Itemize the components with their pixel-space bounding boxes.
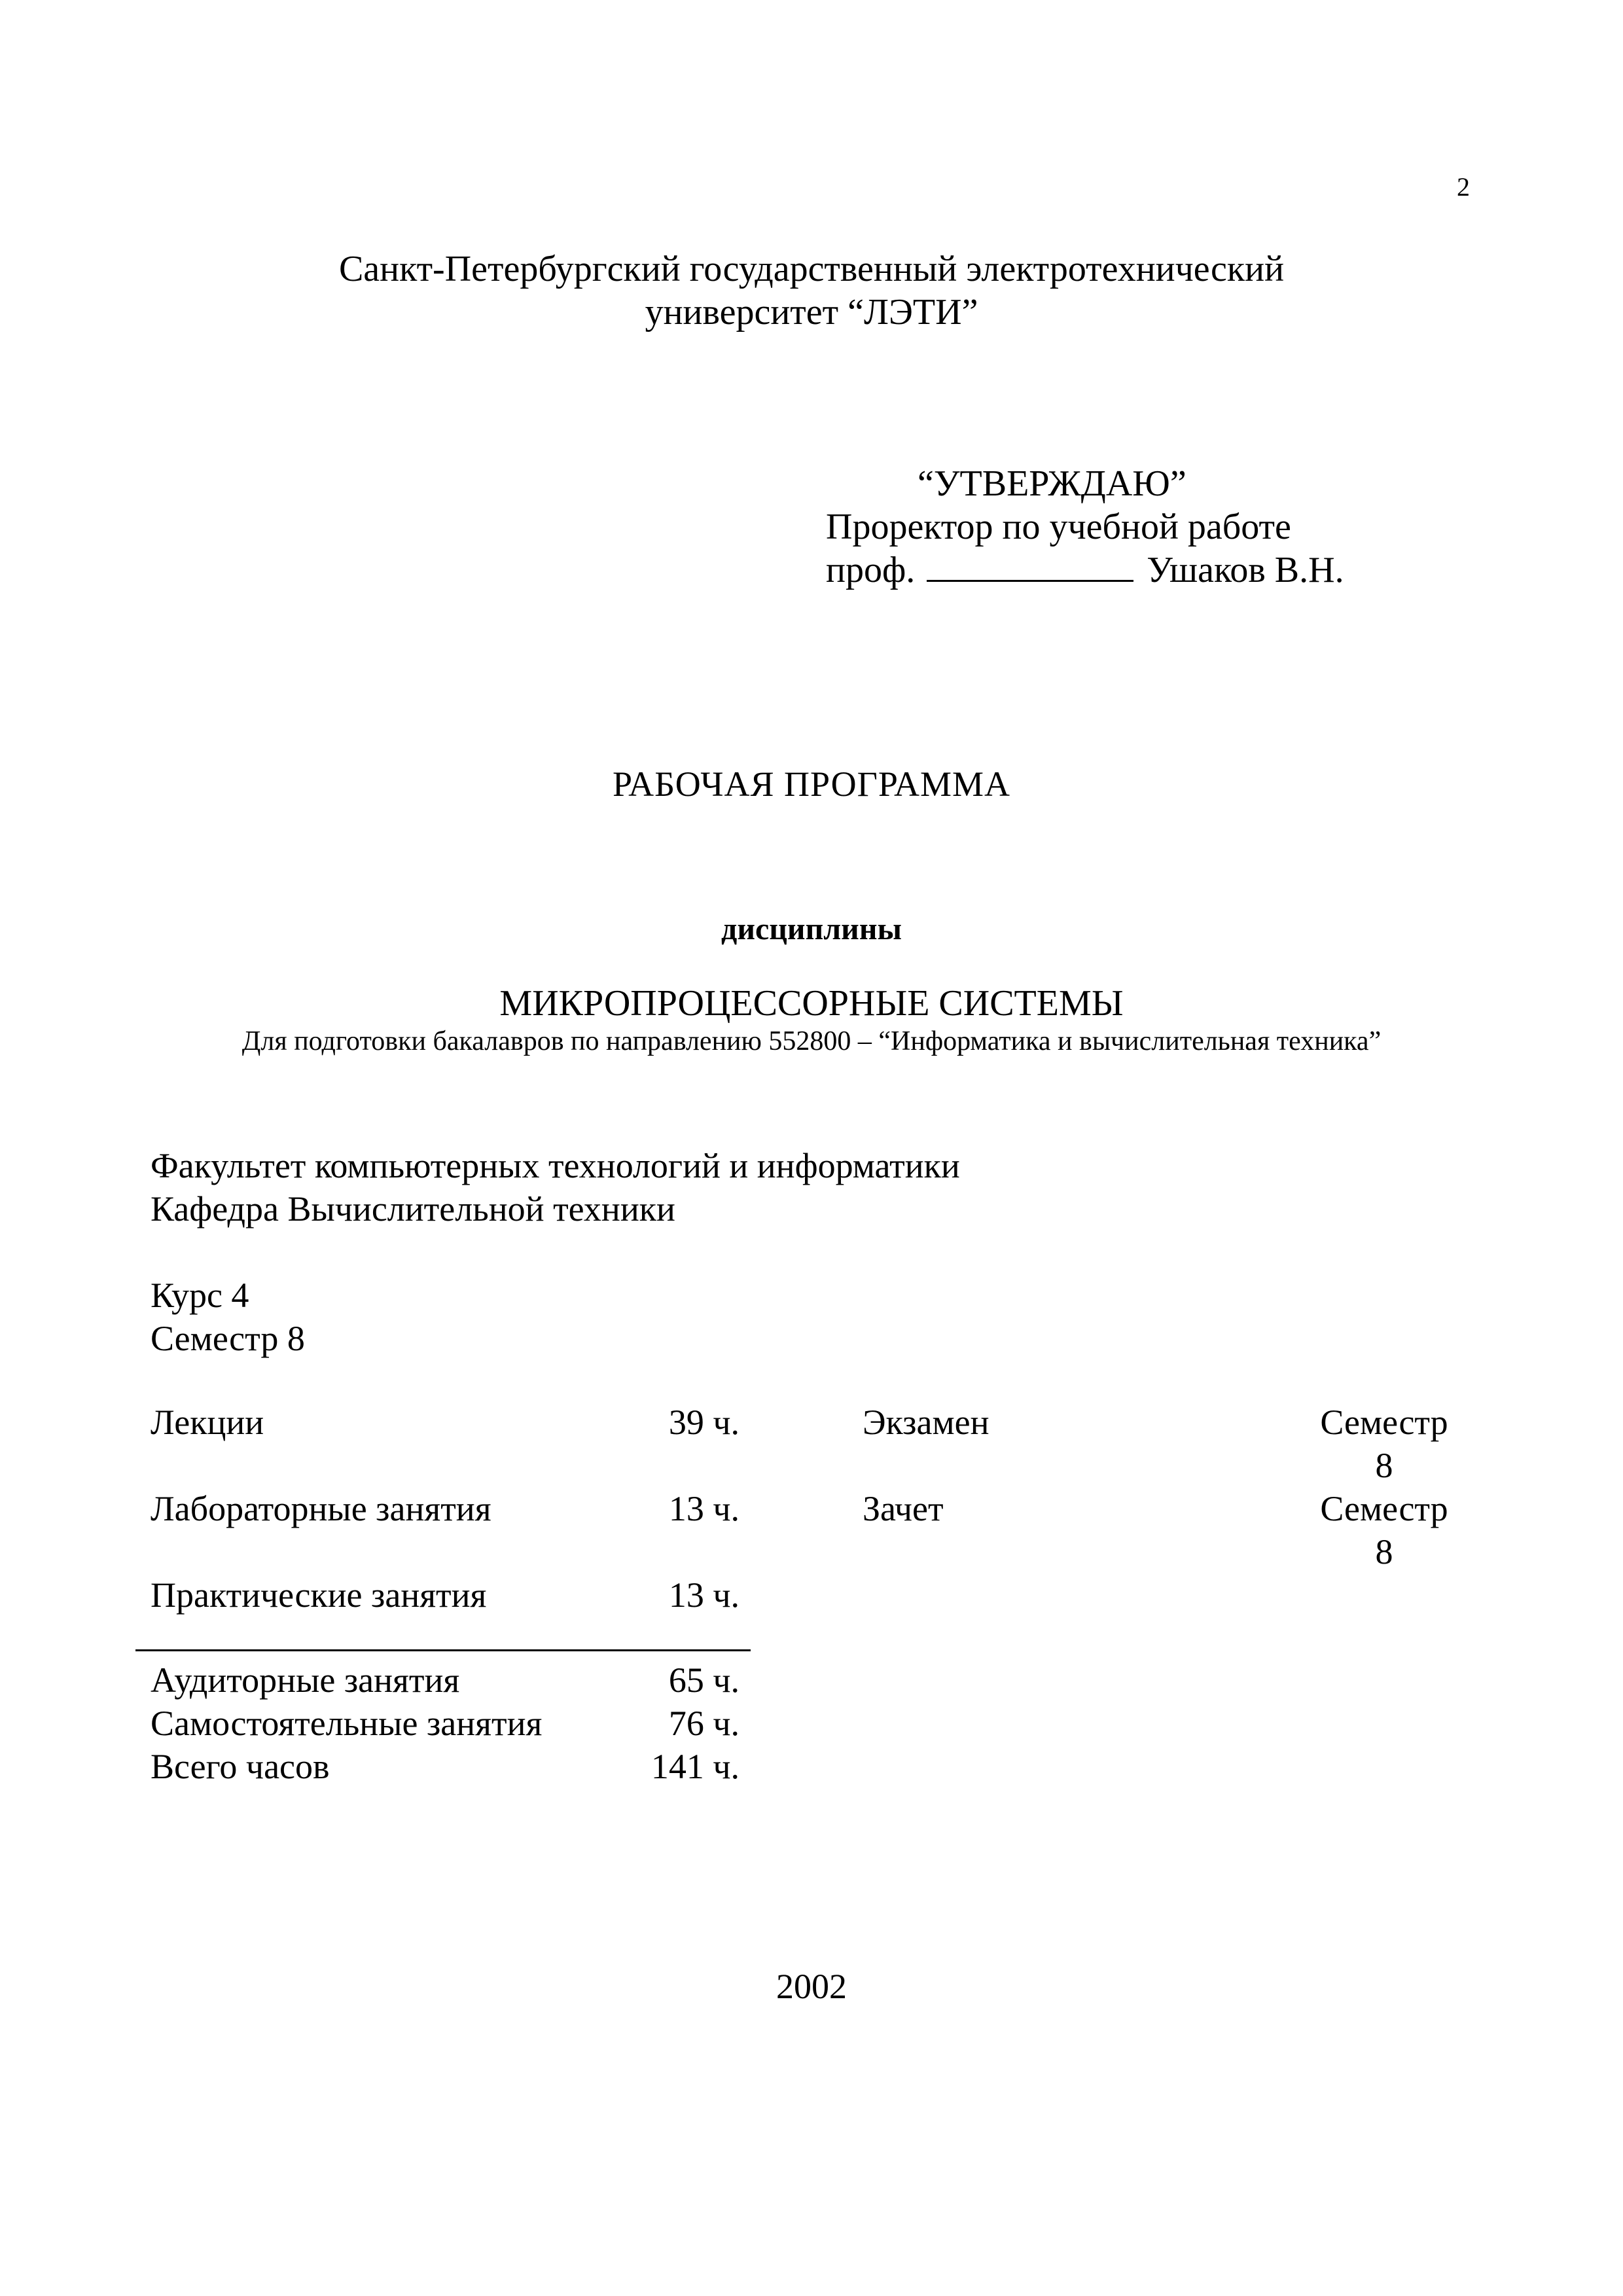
semester: Семестр 8: [151, 1319, 305, 1358]
approval-position: Проректор по учебной работе: [826, 507, 1291, 547]
exam-label: Экзамен: [863, 1403, 990, 1442]
university-name: [0, 247, 1623, 334]
total-value-auditorium: 65 ч.: [668, 1660, 740, 1700]
exam-semester-number: 8: [1375, 1446, 1393, 1485]
bachelor-direction: Для подготовки бакалавров по направлению 552800 – “Информатика и вычислительная техника”: [241, 1026, 1382, 1056]
approval-signature-line: [826, 548, 1344, 592]
total-label-auditorium: Аудиторные занятия: [151, 1660, 460, 1700]
university-line-1: Санкт-Петербургский государственный электротехнический: [338, 249, 1285, 289]
credit-label: Зачет: [863, 1489, 944, 1528]
course: Курс 4: [151, 1276, 249, 1315]
exam-semester-label: Семестр: [1320, 1403, 1448, 1442]
approval-name: Ушаков В.Н.: [1147, 550, 1344, 590]
total-value-all: 141 ч.: [651, 1747, 740, 1786]
discipline-label: дисциплины: [721, 912, 902, 946]
document-title: РАБОЧАЯ ПРОГРАММА: [612, 764, 1011, 804]
hours-label-labs: Лабораторные занятия: [151, 1489, 491, 1528]
hours-value-labs: 13 ч.: [668, 1489, 740, 1528]
totals-divider: [135, 1649, 751, 1651]
credit-semester-number: 8: [1375, 1532, 1393, 1571]
hours-value-practice: 13 ч.: [668, 1575, 740, 1615]
university-line-2: университет “ЛЭТИ”: [645, 292, 978, 332]
credit-semester-label: Семестр: [1320, 1489, 1448, 1528]
approval-prefix: проф.: [826, 550, 916, 590]
hours-label-lectures: Лекции: [151, 1403, 264, 1442]
approval-title: “УТВЕРЖДАЮ”: [918, 463, 1186, 504]
total-label-all: Всего часов: [151, 1747, 330, 1786]
faculty-name: Факультет компьютерных технологий и информатики: [151, 1146, 960, 1185]
signature-blank: [927, 552, 1133, 582]
department-name: Кафедра Вычислительной техники: [151, 1189, 675, 1229]
hours-label-practice: Практические занятия: [151, 1575, 487, 1615]
total-label-self-study: Самостоятельные занятия: [151, 1704, 543, 1743]
total-value-self-study: 76 ч.: [668, 1704, 740, 1743]
discipline-name: МИКРОПРОЦЕССОРНЫЕ СИСТЕМЫ: [499, 983, 1124, 1024]
page-number: 2: [1457, 172, 1470, 202]
year: 2002: [776, 1967, 847, 2006]
approval-block: [826, 462, 1344, 592]
hours-value-lectures: 39 ч.: [668, 1403, 740, 1442]
